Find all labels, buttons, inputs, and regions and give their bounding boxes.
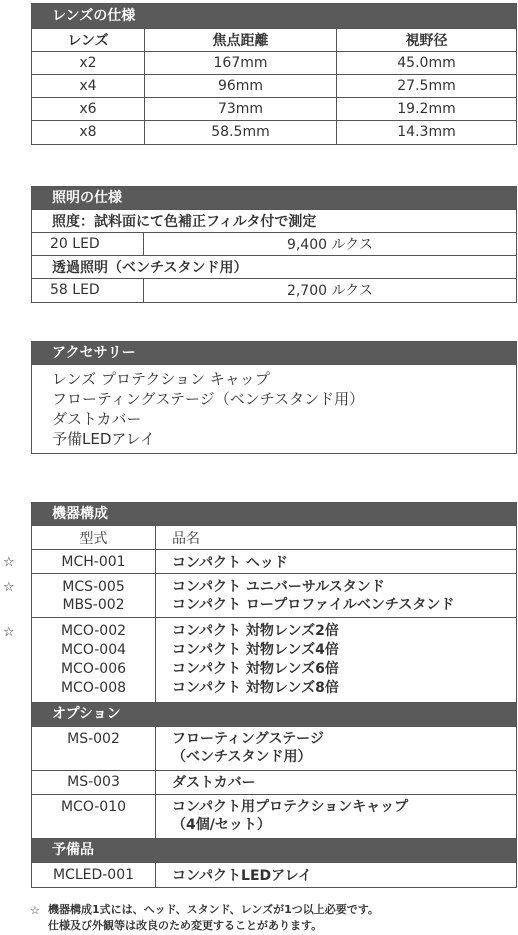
table-row bbox=[32, 233, 516, 256]
accessory-item: フローティングステージ（ベンチスタンド用） bbox=[52, 390, 365, 408]
lens-cell: x8 bbox=[32, 121, 145, 144]
lens-spec-title: レンズの仕様 bbox=[32, 4, 516, 28]
lux-cell: 2,700 ルクス bbox=[144, 279, 517, 302]
product-name-cell bbox=[156, 574, 517, 618]
accessory-box bbox=[31, 341, 517, 454]
focal-cell: 58.5mm bbox=[145, 121, 337, 144]
lux-cell: 9,400 ルクス bbox=[144, 233, 517, 256]
table-row bbox=[32, 770, 516, 794]
product-name-cell bbox=[156, 726, 517, 770]
product-name-line: コンパクト ユニバーサルスタンド bbox=[172, 578, 385, 595]
configuration-table bbox=[31, 502, 517, 888]
lighting-spec-title: 照明の仕様 bbox=[32, 187, 516, 209]
table-row bbox=[32, 618, 516, 702]
options-subtitle: オプション bbox=[32, 702, 516, 726]
fov-cell: 45.0mm bbox=[337, 52, 517, 75]
lens-spec-table bbox=[31, 3, 517, 145]
table-row bbox=[32, 550, 516, 574]
lens-cell: x6 bbox=[32, 98, 145, 121]
product-name-line: コンパクト ロープロファイルベンチスタンド bbox=[172, 596, 455, 613]
footnote-line-1: 機器構成1式には、ヘッド、スタンド、レンズが1つ以上必要です。 bbox=[48, 903, 379, 916]
led-count-cell: 58 LED bbox=[32, 279, 144, 302]
model-header: 型式 bbox=[32, 526, 156, 550]
table-row bbox=[32, 52, 516, 75]
footnote-star: ☆ bbox=[30, 904, 40, 917]
model-line: MCO-006 bbox=[60, 660, 127, 677]
model-line: MCO-004 bbox=[60, 641, 127, 658]
field-of-view-header: 視野径 bbox=[337, 29, 517, 52]
model-cell bbox=[32, 618, 156, 702]
table-row bbox=[32, 98, 516, 121]
product-name-line: コンパクト 対物レンズ6倍 bbox=[172, 660, 339, 677]
fov-cell: 14.3mm bbox=[337, 121, 517, 144]
footnote-line-2: 仕様及び外観等は改良のため変更することがあります。 bbox=[48, 919, 323, 932]
configuration-title: 機器構成 bbox=[32, 503, 516, 525]
model-cell: MCH-001 bbox=[32, 550, 156, 574]
model-line: MBS-002 bbox=[62, 596, 125, 613]
model-line: MCS-005 bbox=[62, 578, 125, 595]
table-row bbox=[32, 726, 516, 770]
model-cell bbox=[32, 574, 156, 618]
transmitted-light-note: 透過照明（ベンチスタンド用） bbox=[32, 256, 516, 279]
table-row bbox=[32, 121, 516, 144]
product-name-header: 品名 bbox=[156, 526, 517, 550]
model-cell: MS-002 bbox=[32, 726, 156, 770]
product-name-line: （ベンチスタンド用） bbox=[172, 749, 312, 765]
table-row bbox=[32, 863, 516, 887]
model-line: MCO-008 bbox=[60, 679, 127, 696]
model-cell: MCO-010 bbox=[32, 794, 156, 838]
required-star: ☆ bbox=[3, 580, 15, 595]
product-name-line: コンパクト 対物レンズ8倍 bbox=[172, 679, 339, 696]
led-count-cell: 20 LED bbox=[32, 233, 144, 256]
focal-cell: 73mm bbox=[145, 98, 337, 121]
product-name-line: コンパクト用プロテクションキャップ bbox=[172, 799, 409, 816]
product-name-line: コンパクト 対物レンズ2倍 bbox=[172, 622, 339, 639]
lens-cell: x2 bbox=[32, 52, 145, 75]
lens-cell: x4 bbox=[32, 75, 145, 98]
table-row bbox=[32, 794, 516, 838]
product-name-line: （4個/セット） bbox=[172, 817, 271, 834]
fov-cell: 27.5mm bbox=[337, 75, 517, 98]
accessory-item: レンズ プロテクション キャップ bbox=[52, 370, 270, 388]
accessory-item: ダストカバー bbox=[52, 410, 142, 428]
accessory-item: 予備LEDアレイ bbox=[52, 430, 156, 448]
illuminance-note: 照度：試料面にて色補正フィルタ付で測定 bbox=[32, 210, 516, 233]
product-name-cell bbox=[156, 618, 517, 702]
product-name-cell: ダストカバー bbox=[156, 770, 517, 794]
required-star: ☆ bbox=[3, 625, 15, 640]
table-row bbox=[32, 75, 516, 98]
accessory-title: アクセサリー bbox=[32, 342, 516, 365]
focal-cell: 167mm bbox=[145, 52, 337, 75]
focal-cell: 96mm bbox=[145, 75, 337, 98]
product-name-cell bbox=[156, 794, 517, 838]
product-name-cell: コンパクトLEDアレイ bbox=[156, 863, 517, 887]
product-name-cell: コンパクト ヘッド bbox=[156, 550, 517, 574]
model-cell: MS-003 bbox=[32, 770, 156, 794]
focal-length-header: 焦点距離 bbox=[145, 29, 337, 52]
spares-subtitle: 予備品 bbox=[32, 838, 516, 862]
table-row bbox=[32, 279, 516, 302]
product-name-line: フローティングステージ bbox=[172, 731, 324, 747]
table-row bbox=[32, 574, 516, 618]
required-star: ☆ bbox=[3, 555, 15, 570]
product-name-line: コンパクト 対物レンズ4倍 bbox=[172, 641, 339, 658]
model-line: MCO-002 bbox=[60, 622, 127, 639]
lighting-spec-table bbox=[31, 186, 517, 303]
lens-header: レンズ bbox=[32, 29, 145, 52]
fov-cell: 19.2mm bbox=[337, 98, 517, 121]
model-cell: MCLED-001 bbox=[32, 863, 156, 887]
